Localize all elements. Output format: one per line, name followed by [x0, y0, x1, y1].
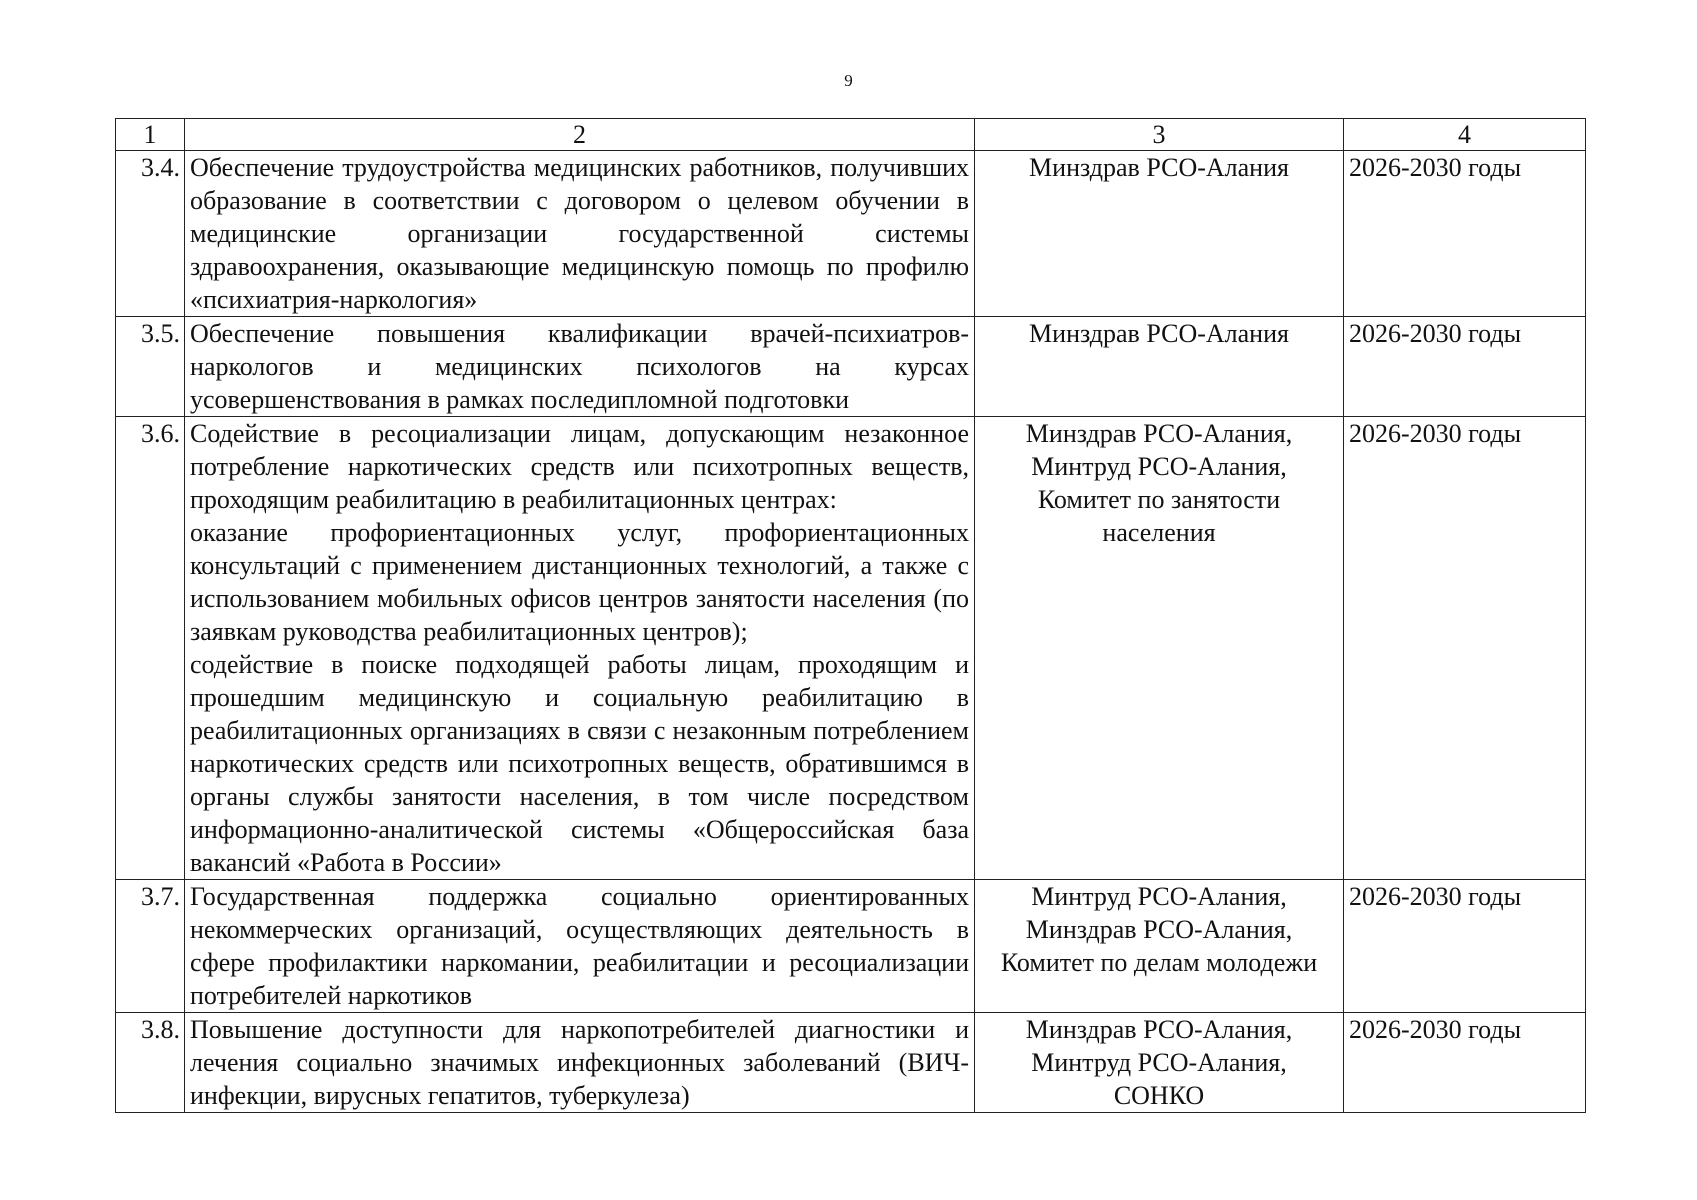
item-number: 3.7.	[116, 880, 185, 1013]
column-header-3: 3	[975, 119, 1344, 151]
executor-name: Минздрав РСО-Алания,	[1025, 1015, 1293, 1044]
item-number: 3.6.	[116, 417, 185, 880]
executor-name: Минздрав РСО-Алания,	[1025, 915, 1293, 944]
implementation-period: 2026-2030 годы	[1344, 880, 1586, 1013]
column-header-2: 2	[185, 119, 975, 151]
measure-paragraph: Государственная поддержка социально ориентированных некоммерческих организаций, осуществляющих деятельность в сфере профилактики наркомании, реабилитации и ресоциализации потребителей наркотиков	[190, 882, 969, 1010]
measure-paragraph: Содействие в ресоциализации лицам, допускающим незаконное потребление наркотических средств или психотропных веществ, проходящим реабилитацию в реабилитационных центрах:	[190, 419, 969, 514]
executor-name: Минздрав РСО-Алания	[1029, 319, 1289, 348]
item-number: 3.5.	[116, 317, 185, 417]
measure-description	[185, 317, 975, 417]
measure-description	[185, 151, 975, 317]
measure-description	[185, 417, 975, 880]
measure-paragraph: оказание профориентационных услуг, профориентационных консультаций с применением дистанционных технологий, а также с использованием мобильных офисов центров занятости населения (по заявкам руководства реабилитационных центров);	[190, 518, 969, 646]
implementation-period: 2026-2030 годы	[1344, 1013, 1586, 1113]
executor-name: Минтруд РСО-Алания,	[1031, 452, 1287, 481]
executor-name: СОНКО	[1113, 1081, 1205, 1110]
implementation-period: 2026-2030 годы	[1344, 417, 1586, 880]
executor-name: Минтруд РСО-Алания,	[1031, 1048, 1287, 1077]
table-row	[116, 880, 1586, 1013]
executor-name: Комитет по занятости населения	[1037, 485, 1281, 547]
measure-paragraph: Обеспечение трудоустройства медицинских работников, получивших образование в соответствии с договором о целевом обучении в медицинские организации государственной системы здравоохранения, оказывающие медицинскую помощь по профилю «психиатрия-наркология»	[190, 153, 969, 314]
implementation-period: 2026-2030 годы	[1344, 317, 1586, 417]
measure-paragraph: Обеспечение повышения квалификации врачей-психиатров-наркологов и медицинских психологов на курсах усовершенствования в рамках последипломной подготовки	[190, 319, 969, 414]
measure-paragraph: содействие в поиске подходящей работы лицам, проходящим и прошедшим медицинскую и социальную реабилитацию в реабилитационных организациях в связи с незаконным потреблением наркотических средств или психотропных веществ, обратившимся в органы службы занятости населения, в том числе посредством информационно-аналитической системы «Общероссийская база вакансий «Работа в России»	[190, 650, 969, 877]
executor-name: Минздрав РСО-Алания	[1029, 153, 1289, 182]
measure-description	[185, 880, 975, 1013]
responsible-executors	[975, 880, 1344, 1013]
table-row	[116, 417, 1586, 880]
measure-paragraph: Повышение доступности для наркопотребителей диагностики и лечения социально значимых инфекционных заболеваний (ВИЧ-инфекции, вирусных гепатитов, туберкулеза)	[190, 1015, 969, 1110]
responsible-executors	[975, 151, 1344, 317]
implementation-period: 2026-2030 годы	[1344, 151, 1586, 317]
table-row	[116, 151, 1586, 317]
responsible-executors	[975, 1013, 1344, 1113]
item-number: 3.4.	[116, 151, 185, 317]
column-header-1: 1	[116, 119, 185, 151]
executor-name: Комитет по делам молодежи	[1000, 948, 1318, 977]
item-number: 3.8.	[116, 1013, 185, 1113]
measures-table	[115, 118, 1586, 1113]
executor-name: Минтруд РСО-Алания,	[1031, 882, 1287, 911]
table-row	[116, 1013, 1586, 1113]
executor-name: Минздрав РСО-Алания,	[1025, 419, 1293, 448]
responsible-executors	[975, 417, 1344, 880]
table-row	[116, 317, 1586, 417]
column-header-4: 4	[1344, 119, 1586, 151]
table-header-row	[116, 119, 1586, 151]
responsible-executors	[975, 317, 1344, 417]
page-number: 9	[844, 71, 853, 90]
measure-description	[185, 1013, 975, 1113]
